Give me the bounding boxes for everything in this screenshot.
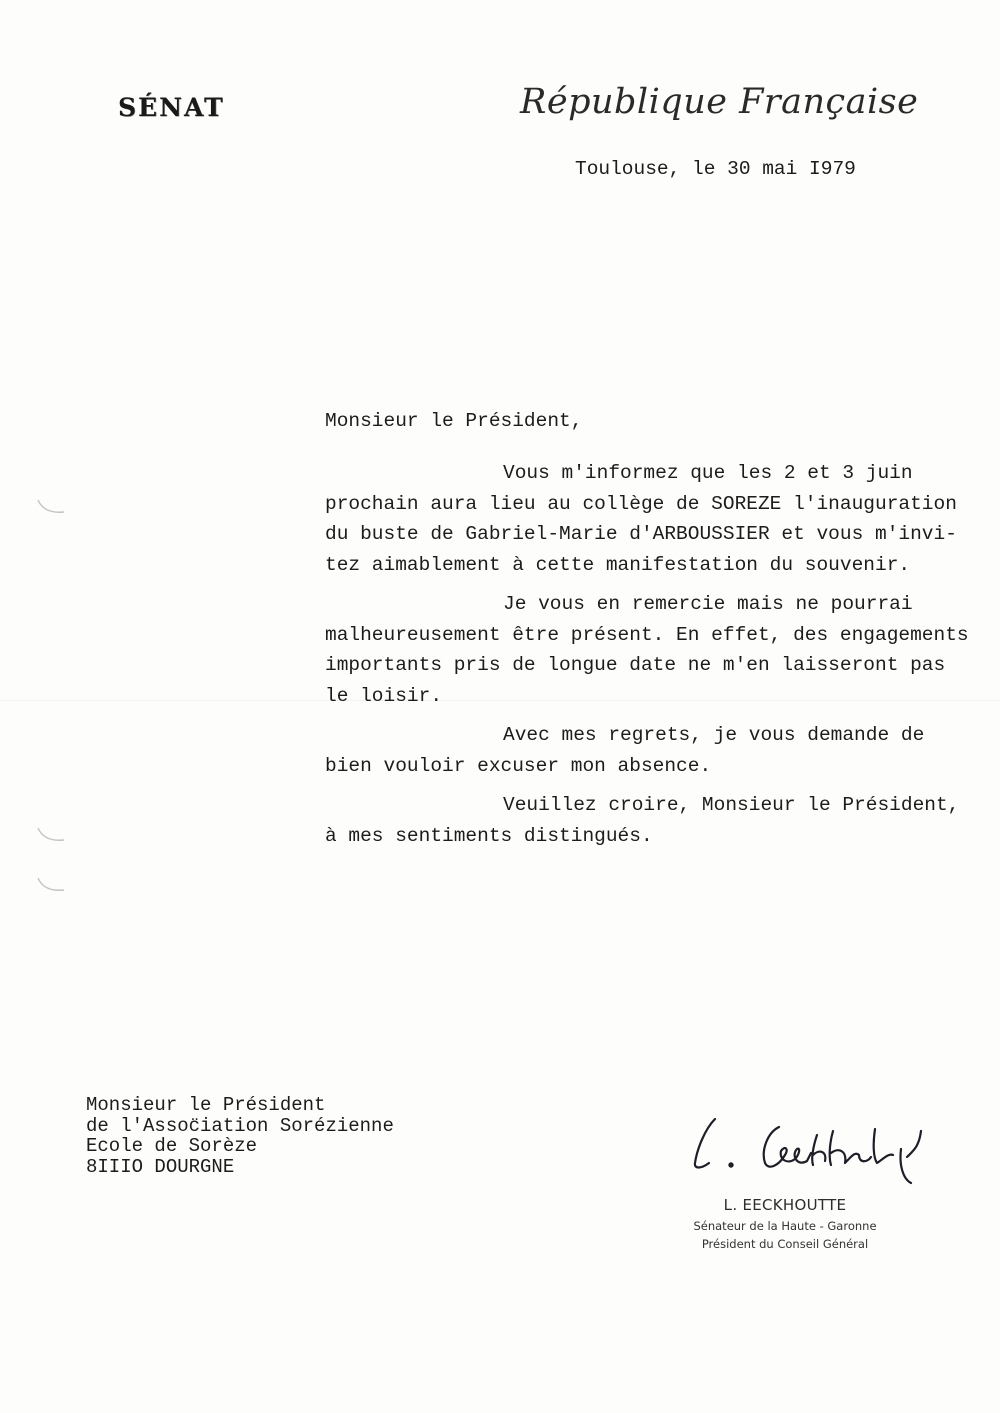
address-line: Monsieur le Président [86, 1094, 326, 1116]
signer-name: L. EECKHOUTTE [723, 1196, 847, 1214]
paragraph-line: le loisir. [325, 684, 443, 707]
paragraph-line: malheureusement être présent. En effet, des engagements [325, 623, 969, 646]
signer-title-council: Président du Conseil Général [701, 1237, 869, 1251]
paragraph-line: tez aimablement à cette manifestation du souvenir. [325, 553, 911, 576]
paragraph-line: du buste de Gabriel-Marie d'ARBOUSSIER et vous m'invi- [325, 523, 957, 545]
letterhead-senat: SÉNAT [118, 93, 225, 122]
paragraph [325, 589, 985, 711]
punch-hole-mark [36, 826, 68, 846]
paragraph-line: importants pris de longue date ne m'en laisseront pas [325, 654, 946, 676]
punch-hole-mark [36, 876, 68, 896]
paragraph [325, 790, 985, 851]
salutation: Monsieur le Président, [325, 410, 583, 432]
paragraph-line: Avec mes regrets, je vous demande de [503, 724, 925, 746]
paragraph-line: bien vouloir excuser mon absence. [325, 754, 712, 777]
paragraph-line: prochain aura lieu au collège de SOREZE l'inauguration [325, 492, 957, 515]
paragraph-line: Je vous en remercie mais ne pourrai [503, 593, 913, 615]
address-line: de l'Assoc̈iation Sorézienne [86, 1114, 394, 1137]
paragraph [325, 458, 985, 580]
punch-hole-mark [36, 498, 68, 518]
paragraph-line: Veuillez croire, Monsieur le Président, [503, 794, 960, 816]
address-line: Ecole de Sorèze [86, 1135, 258, 1157]
letterhead-republic: République Française [520, 82, 919, 122]
paragraph-line: Vous m'informez que les 2 et 3 juin [503, 462, 913, 484]
paragraph-line: à mes sentiments distingués. [325, 824, 653, 847]
paragraph [325, 720, 985, 781]
date-line: Toulouse, le 30 mai I979 [575, 158, 856, 180]
letter-body [325, 458, 985, 860]
recipient-address [86, 1095, 394, 1177]
signer-title-senator: Sénateur de la Haute - Garonne [693, 1219, 877, 1233]
address-line: 8IIIO DOURGNE [86, 1155, 235, 1178]
handwritten-signature [675, 1105, 945, 1185]
